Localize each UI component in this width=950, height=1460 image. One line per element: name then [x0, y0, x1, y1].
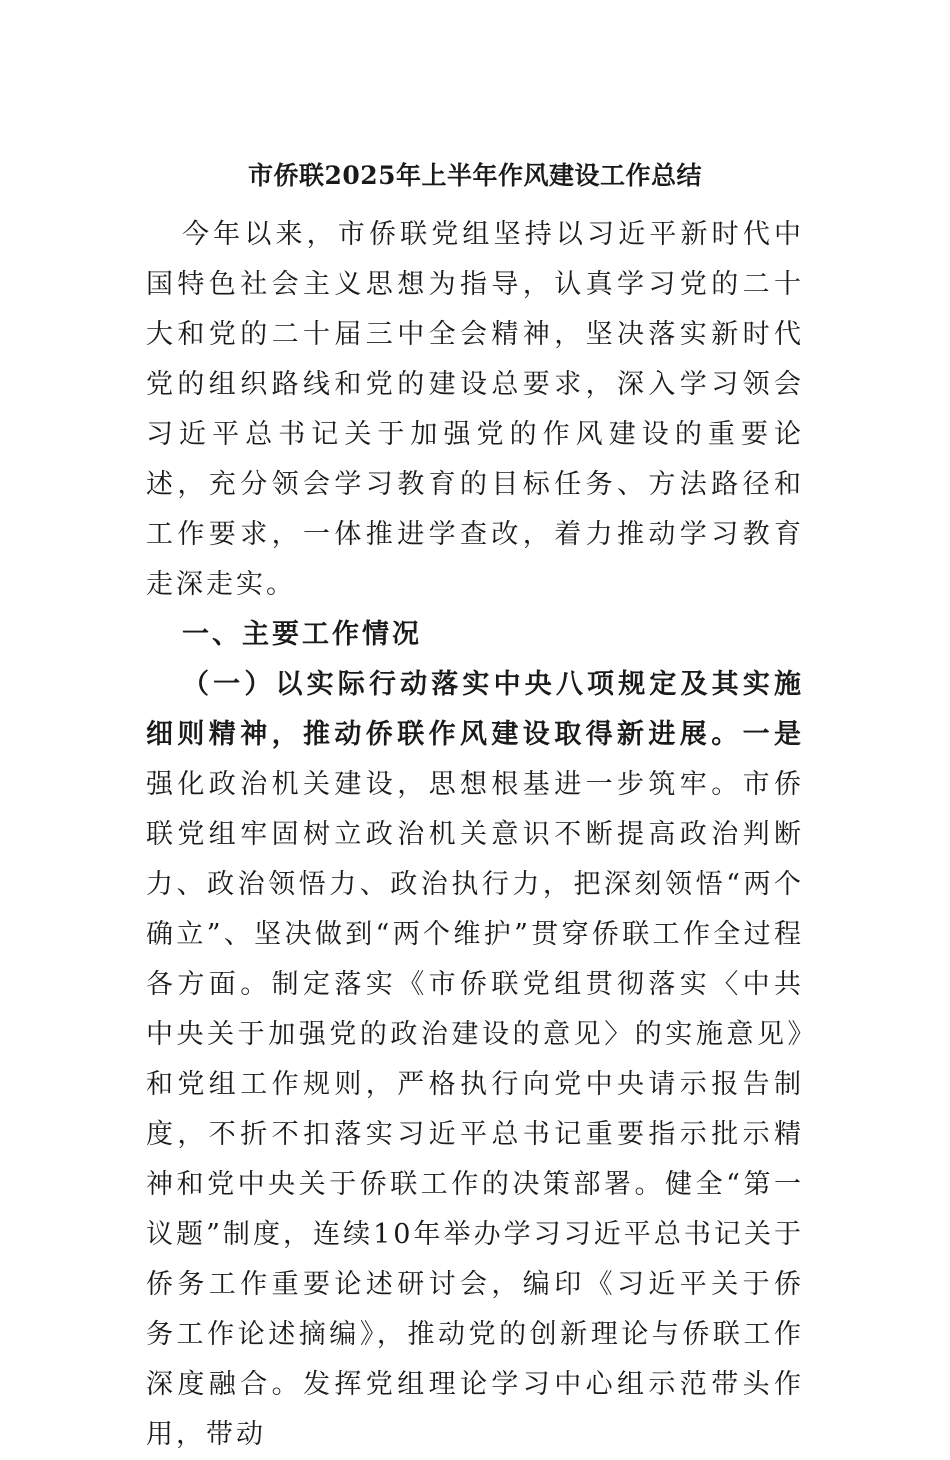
intro-paragraph: 今年以来，市侨联党组坚持以习近平新时代中国特色社会主义思想为指导，认真学习党的二十大和党的二十届三中全会精神，坚决落实新时代党的组织路线和党的建设总要求，深入学习领会习近平总书记关于加强党的作风建设的重要论述，充分领会学习教育的目标任务、方法路径和工作要求，一体推进学查改，着力推动学习教育走深走实。 [146, 219, 804, 600]
subsection-body-text: 强化政治机关建设，思想根基进一步筑牢。市侨联党组牢固树立政治机关意识不断提高政治判断力、政治领悟力、政治执行力，把深刻领悟“两个确立”、坚决做到“两个维护”贯穿侨联工作全过程各方面。制定落实《市侨联党组贯彻落实〈中共中央关于加强党的政治建设的意见〉的实施意见》和党组工作规则，严格执行向党中央请示报告制度，不折不扣落实习近平总书记重要指示批示精神和党中央关于侨联工作的决策部署。健全“第一议题”制度，连续10年举办学习习近平总书记关于侨务工作重要论述研讨会，编印《习近平关于侨务工作论述摘编》，推动党的创新理论与侨联工作深度融合。发挥党组理论学习中心组示范带头作用，带动 [146, 769, 804, 1450]
subsection-bold-lead: （一）以实际行动落实中央八项规定及其实施细则精神，推动侨联作风建设取得新进展。一是 [146, 669, 804, 750]
subsection-paragraph [146, 660, 804, 1460]
section-heading: 一、主要工作情况 [182, 619, 422, 650]
document-title: 市侨联2025年上半年作风建设工作总结 [247, 161, 703, 190]
